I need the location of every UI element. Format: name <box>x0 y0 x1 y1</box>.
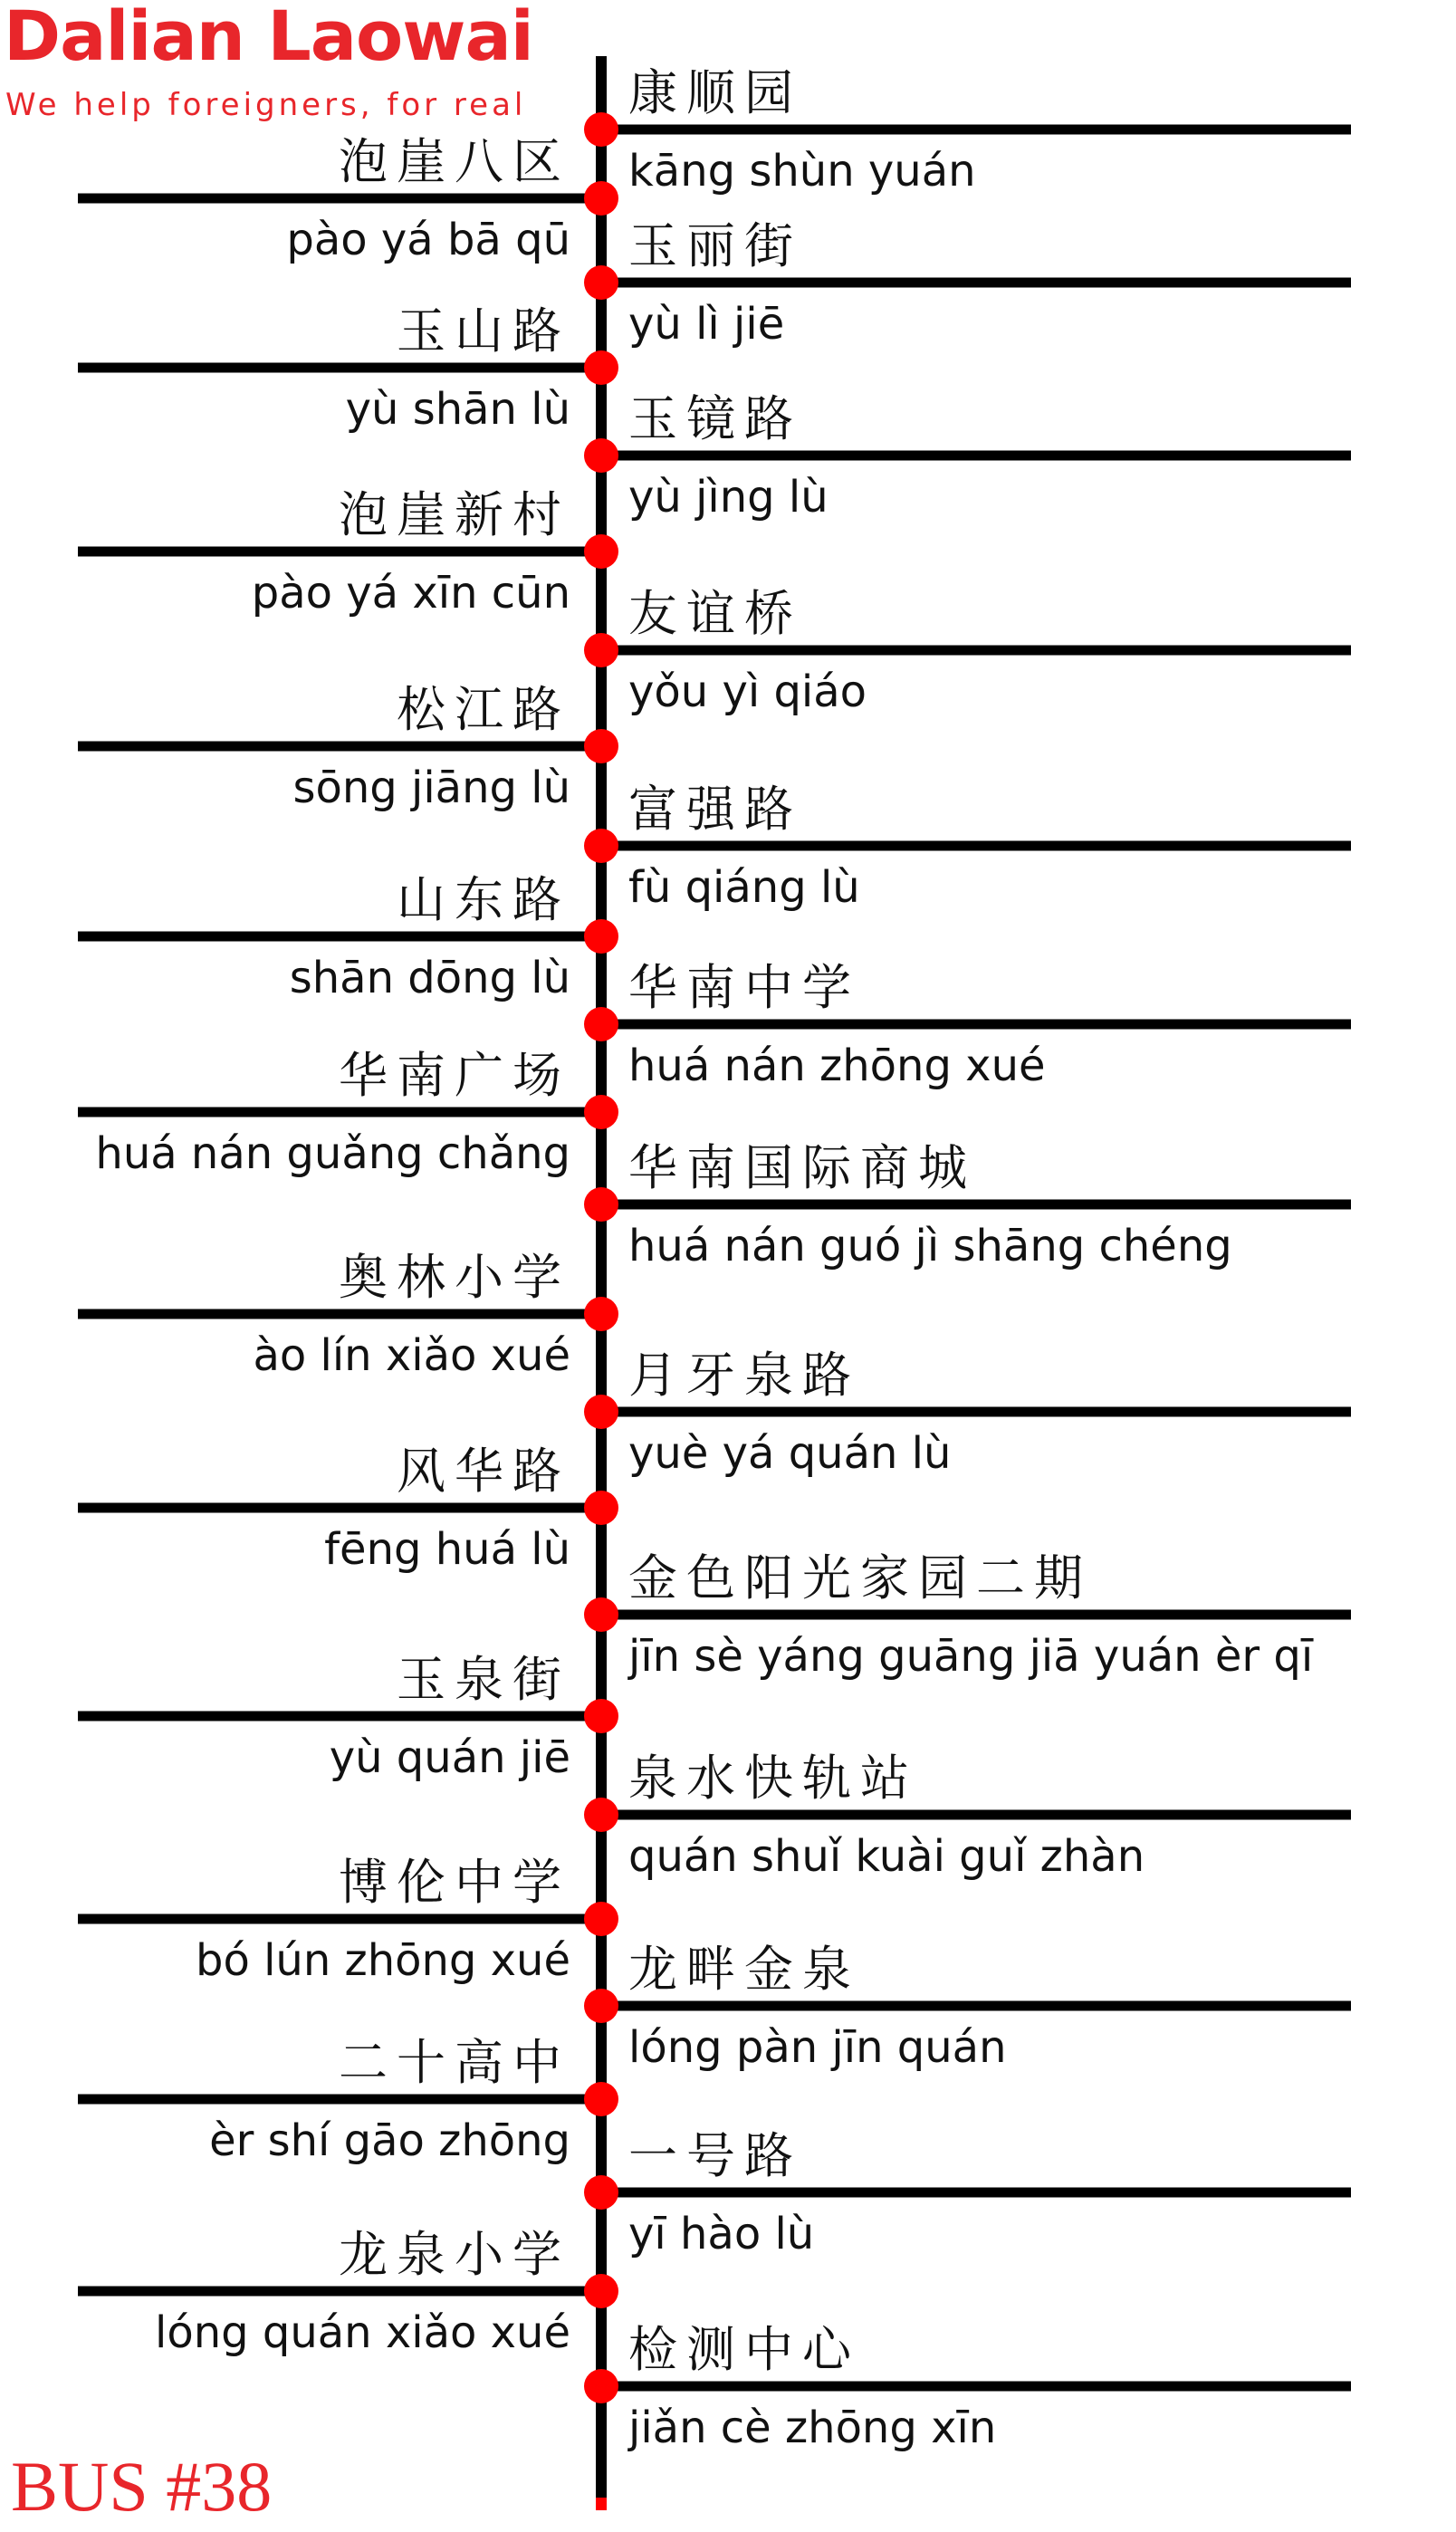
stop-name-hanzi: 奥林小学 <box>339 1249 570 1306</box>
stop-marker <box>584 2369 618 2403</box>
stop-marker <box>584 633 618 667</box>
stop-name-pinyin: fù qiáng lù <box>628 862 860 913</box>
stop-marker <box>584 919 618 954</box>
stop-name-hanzi: 玉泉街 <box>397 1651 570 1708</box>
stop-marker <box>584 112 618 147</box>
stop-name-pinyin: shān dōng lù <box>289 953 570 1003</box>
stop-name-pinyin: lóng pàn jīn quán <box>628 2022 1007 2073</box>
stop-name-pinyin: lóng quán xiǎo xué <box>155 2307 570 2358</box>
stop-name-hanzi: 松江路 <box>397 681 570 738</box>
stop-name-hanzi: 山东路 <box>397 871 570 928</box>
stop-name-hanzi: 友谊桥 <box>628 585 802 642</box>
stop-marker <box>584 2274 618 2308</box>
stop-marker <box>584 1095 618 1129</box>
stop-marker <box>584 1902 618 1936</box>
stop-name-hanzi: 玉山路 <box>397 302 570 360</box>
stop-marker <box>584 1395 618 1429</box>
stop-marker <box>584 1798 618 1832</box>
stop-marker <box>584 1007 618 1041</box>
stop-name-hanzi: 金色阳光家园二期 <box>628 1549 1092 1606</box>
stop-name-hanzi: 风华路 <box>397 1443 570 1500</box>
stop-marker <box>584 181 618 216</box>
stop-name-pinyin: yuè yá quán lù <box>628 1428 952 1479</box>
stop-name-pinyin: yǒu yì qiáo <box>628 667 867 717</box>
stop-name-hanzi: 富强路 <box>628 781 802 838</box>
stop-marker <box>584 1297 618 1331</box>
stop-marker <box>584 350 618 385</box>
stop-name-hanzi: 泡崖新村 <box>339 486 570 543</box>
stop-name-pinyin: èr shí gāo zhōng <box>209 2115 570 2166</box>
stop-name-pinyin: huá nán guó jì shāng chéng <box>628 1221 1232 1271</box>
stop-marker <box>584 265 618 300</box>
stop-name-pinyin: jiǎn cè zhōng xīn <box>628 2403 997 2453</box>
stop-marker <box>584 2175 618 2210</box>
stop-name-pinyin: yù lì jiē <box>628 299 785 350</box>
stop-name-hanzi: 玉丽街 <box>628 217 802 274</box>
stop-name-hanzi: 华南广场 <box>339 1047 570 1104</box>
bus-number-title: BUS #38 <box>11 2447 273 2526</box>
stop-name-pinyin: fēng huá lù <box>324 1524 570 1575</box>
stop-name-hanzi: 龙畔金泉 <box>628 1941 860 1998</box>
brand-tagline: We help foreigners, for real <box>5 87 527 123</box>
stop-name-pinyin: kāng shùn yuán <box>628 146 976 197</box>
stop-name-hanzi: 泡崖八区 <box>339 133 570 190</box>
stop-marker <box>584 1187 618 1222</box>
stop-marker <box>584 1597 618 1632</box>
stop-name-hanzi: 月牙泉路 <box>628 1347 860 1404</box>
stop-name-hanzi: 华南中学 <box>628 959 860 1016</box>
stop-name-hanzi: 一号路 <box>628 2127 802 2184</box>
stop-name-pinyin: quán shuǐ kuài guǐ zhàn <box>628 1831 1145 1882</box>
stop-name-hanzi: 玉镜路 <box>628 390 802 447</box>
stop-name-hanzi: 龙泉小学 <box>339 2226 570 2283</box>
stop-marker <box>584 829 618 863</box>
stop-name-pinyin: ào lín xiǎo xué <box>253 1330 570 1381</box>
stop-marker <box>584 1989 618 2023</box>
stop-name-pinyin: bó lún zhōng xué <box>195 1935 570 1986</box>
stop-name-hanzi: 康顺园 <box>628 64 802 121</box>
stop-name-pinyin: pào yá bā qū <box>286 215 570 265</box>
stop-name-pinyin: yī hào lù <box>628 2209 815 2259</box>
stop-marker <box>584 729 618 763</box>
stop-marker <box>584 438 618 473</box>
stop-name-hanzi: 博伦中学 <box>339 1854 570 1911</box>
stop-name-hanzi: 华南国际商城 <box>628 1139 976 1196</box>
stop-marker <box>584 534 618 569</box>
brand-logo-name: Dalian Laowai <box>4 0 533 76</box>
stop-name-pinyin: yù quán jiē <box>329 1732 570 1783</box>
stop-name-pinyin: pào yá xīn cūn <box>251 568 570 619</box>
stop-name-pinyin: sōng jiāng lù <box>292 762 570 813</box>
stop-name-hanzi: 检测中心 <box>628 2321 860 2378</box>
stop-name-pinyin: yù shān lù <box>345 384 570 435</box>
stop-name-pinyin: jīn sè yáng guāng jiā yuán èr qī <box>628 1631 1314 1682</box>
stop-name-pinyin: huá nán zhōng xué <box>628 1041 1046 1091</box>
stop-name-pinyin: yù jìng lù <box>628 472 829 523</box>
stop-name-pinyin: huá nán guǎng chǎng <box>95 1128 570 1179</box>
stop-marker <box>584 1699 618 1733</box>
stop-name-hanzi: 二十高中 <box>339 2034 570 2091</box>
stop-marker <box>584 2082 618 2116</box>
stop-name-hanzi: 泉水快轨站 <box>628 1750 918 1807</box>
stop-marker <box>584 1491 618 1525</box>
